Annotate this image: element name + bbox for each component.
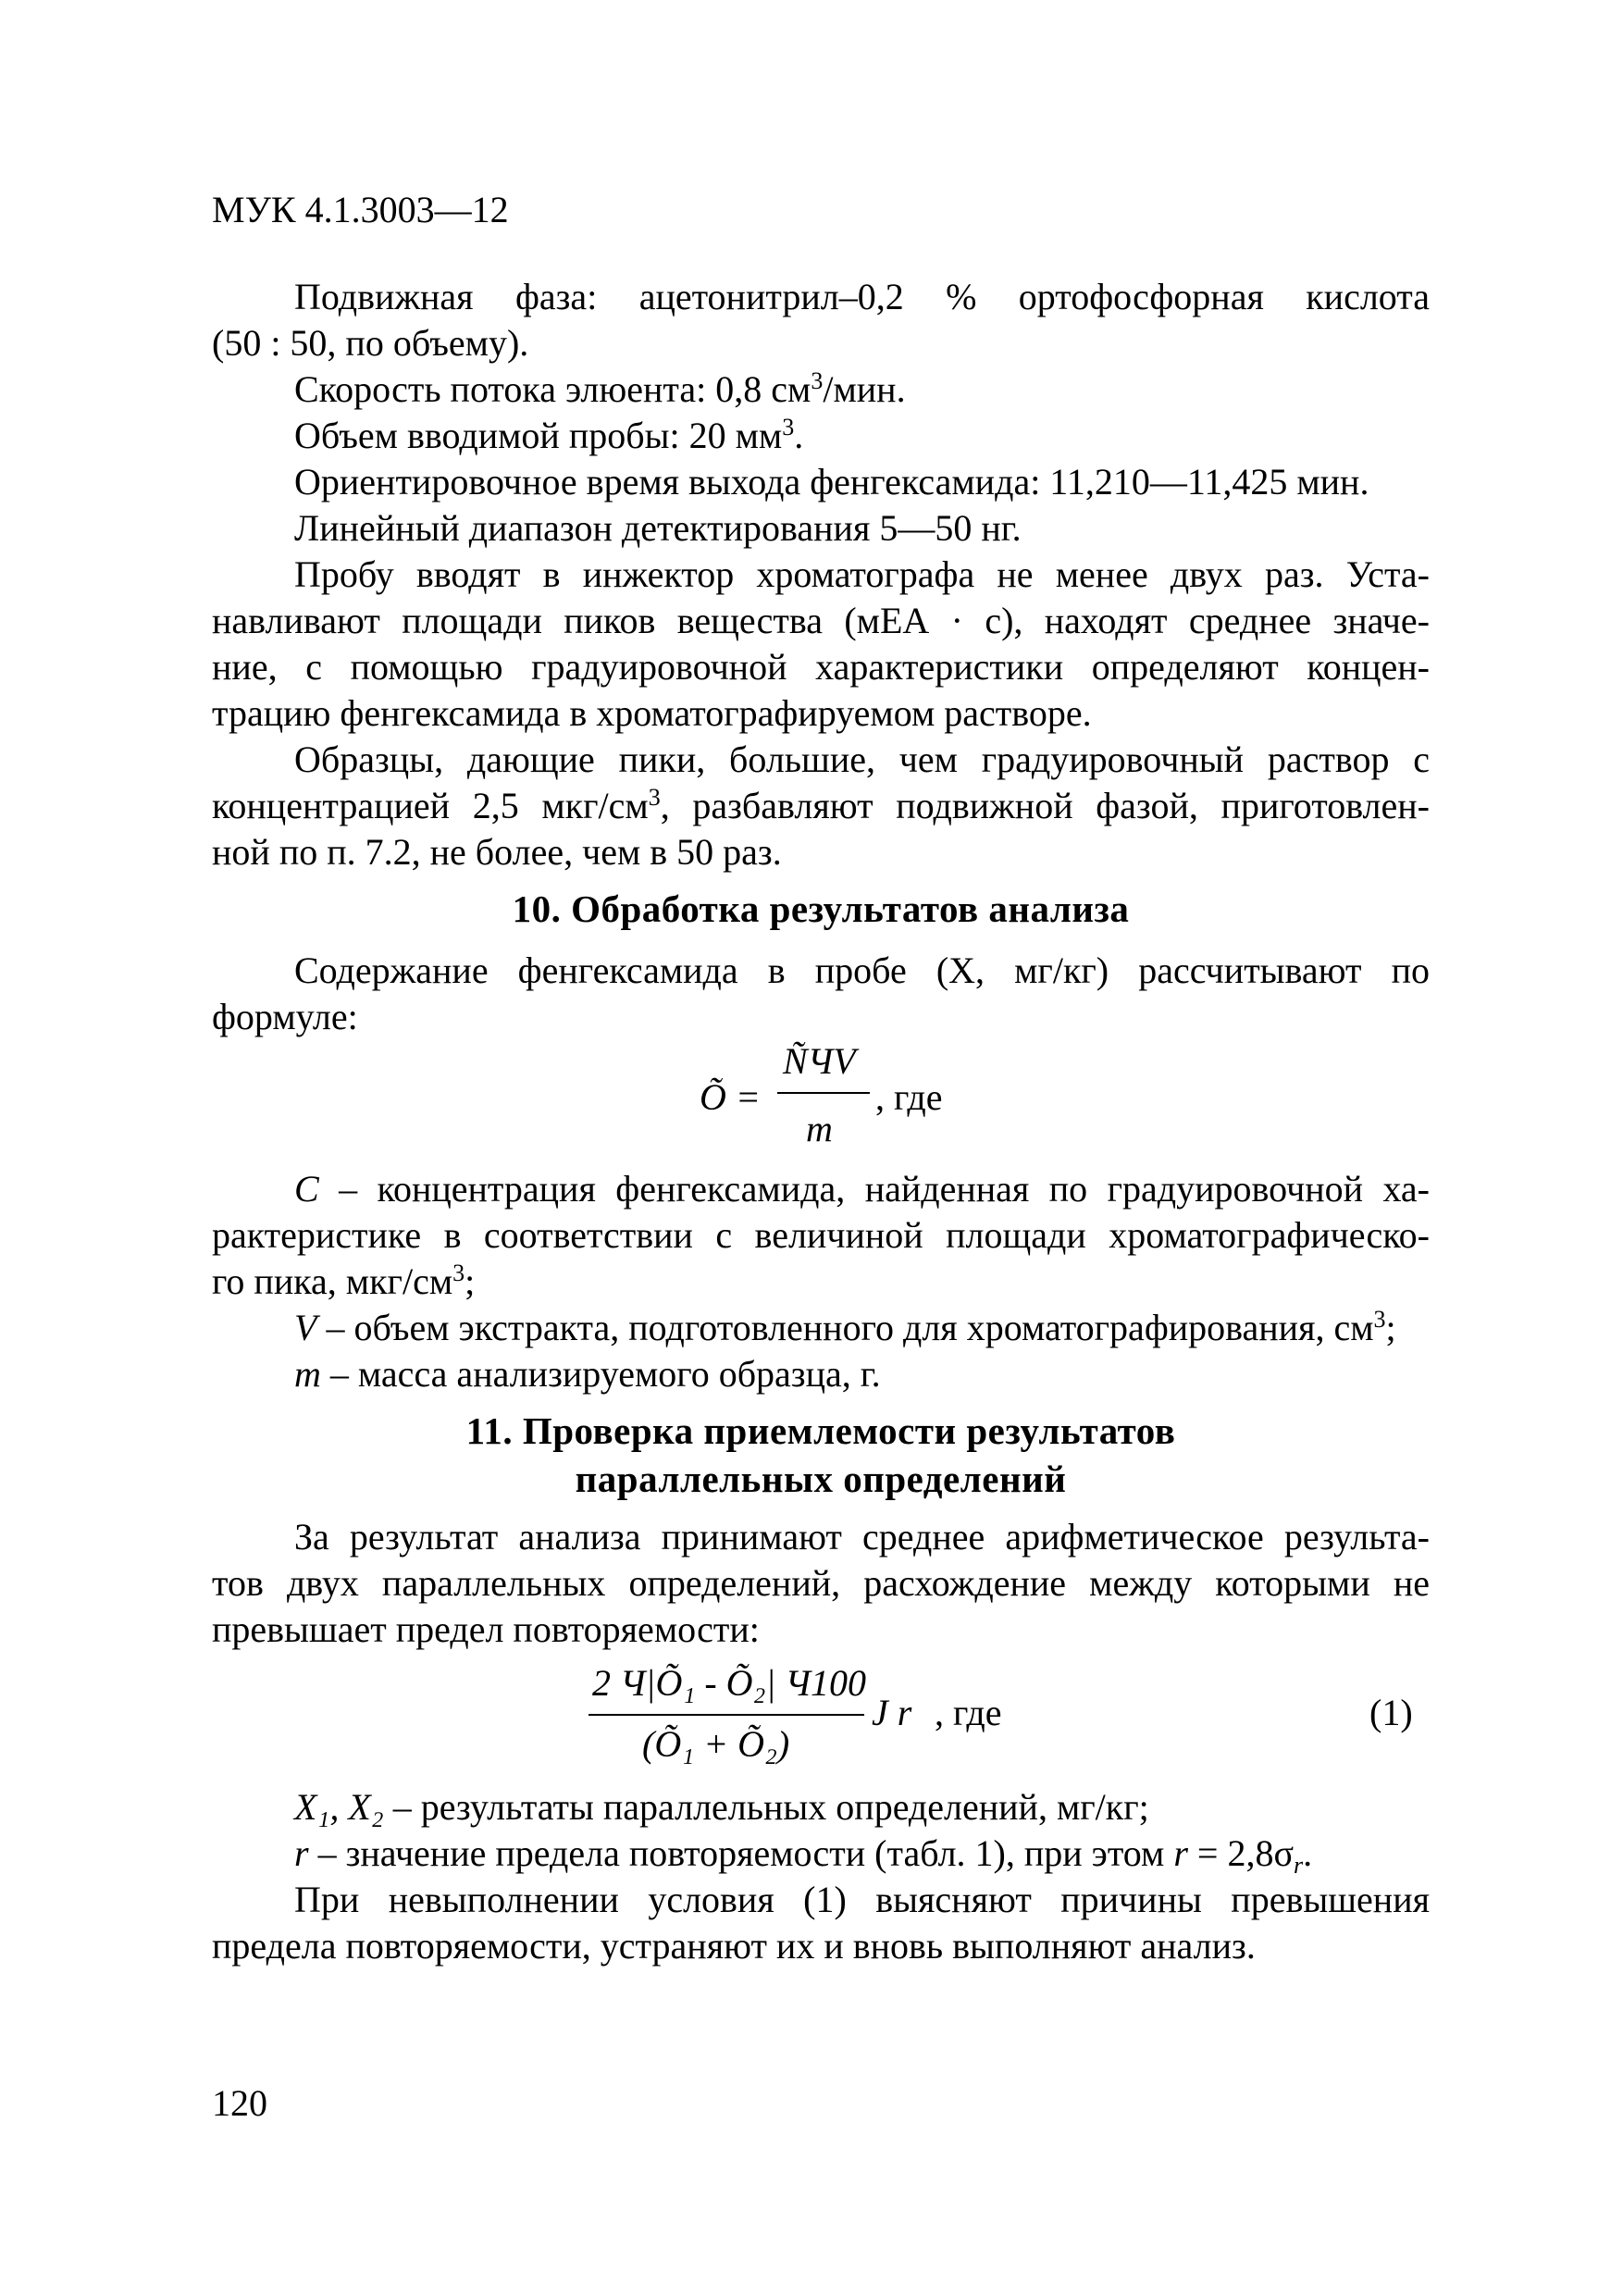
formula-lhs: Õ = <box>700 1076 761 1118</box>
formula-denominator: m <box>806 1108 833 1149</box>
injection-volume-text: Объем вводимой пробы: 20 мм <box>294 415 783 456</box>
section-10-text-line2: формуле: <box>212 996 358 1037</box>
var-r: r <box>294 1832 309 1874</box>
superscript: 3 <box>1373 1306 1386 1333</box>
def-c-line3-text: го пика, мкг/см <box>212 1260 453 1302</box>
section-11-text-line3: превышает предел повторяемости: <box>212 1608 760 1650</box>
flow-rate <box>294 366 1430 413</box>
fraction-bar <box>588 1714 864 1716</box>
para1-line1: Пробу вводят в инжектор хроматографа не менее двух раз. Уста- <box>294 553 1430 595</box>
def-x-text: – результаты параллельных определений, мг/кг; <box>383 1786 1149 1828</box>
formula-suffix: , где <box>875 1076 943 1118</box>
superscript: 3 <box>452 1260 465 1286</box>
final-line2: предела повторяемости, устраняют их и вновь выполняют анализ. <box>212 1925 1256 1967</box>
section-11-title-line1: 11. Проверка приемлемости результатов <box>465 1409 1176 1452</box>
formula-1-suffix: , где <box>935 1692 1002 1733</box>
injection-volume <box>294 413 1430 459</box>
def-c-line3-end: ; <box>465 1260 476 1302</box>
var-m: m <box>294 1353 321 1395</box>
para2-line2-b: , разбавляют подвижной фазой, приготовлен- <box>660 785 1430 826</box>
formula-1-numerator: 2 Ч|Õ₁ - Õ₂| Ч100 <box>592 1662 867 1704</box>
def-v <box>294 1305 1442 1351</box>
section-10-text-line1: Содержание фенгексамида в пробе (X, мг/кг) рассчитывают по <box>294 949 1430 991</box>
def-c-line2: рактеристике в соответствии с величиной площади хроматографическо- <box>212 1214 1430 1256</box>
linear-range: Линейный диапазон детектирования 5—50 нг. <box>294 507 1022 549</box>
para2-line3: ной по п. 7.2, не более, чем в 50 раз. <box>212 831 782 873</box>
subscript-r: r <box>1294 1852 1304 1879</box>
document-code: МУК 4.1.3003—12 <box>212 189 509 230</box>
final-line1: При невыполнении условия (1) выясняют причины превышения <box>294 1879 1430 1920</box>
para1-line4: трацию фенгексамида в хроматографируемом растворе. <box>212 692 1092 734</box>
section-11-text-line1: За результат анализа принимают среднее арифметическое результа- <box>294 1516 1430 1558</box>
para2-line1: Образцы, дающие пики, большие, чем градуировочный раствор с <box>294 738 1430 780</box>
def-r-value: = 2,8σ <box>1187 1832 1295 1874</box>
var-c: C <box>294 1168 319 1210</box>
def-x1-x2 <box>294 1784 1430 1831</box>
def-r-end: . <box>1303 1832 1313 1874</box>
superscript: 3 <box>811 367 824 394</box>
superscript: 3 <box>782 414 795 441</box>
retention-time: Ориентировочное время выхода фенгексамида: 11,210—11,425 мин. <box>294 461 1369 503</box>
def-m-text: – масса анализируемого образца, г. <box>320 1353 881 1395</box>
para2-line2-a: концентрацией 2,5 мкг/см <box>212 785 649 826</box>
def-r-text: – значение предела повторяемости (табл. 1), при этом <box>308 1832 1174 1874</box>
def-c-line3 <box>212 1259 1430 1305</box>
section-11-title-line2: параллельных определений <box>575 1458 1067 1500</box>
injection-volume-end: . <box>794 415 804 456</box>
var-r-eq: r <box>1173 1832 1188 1874</box>
para1-line2: навливают площади пиков вещества (мЕА · с), находят среднее значе- <box>212 600 1430 641</box>
var-x1-x2: X₁, X₂ <box>294 1786 384 1828</box>
mobile-phase-line2: (50 : 50, по объему). <box>212 322 529 364</box>
var-v: V <box>294 1307 317 1348</box>
def-c-text: – концентрация фенгексамида, найденная по градуировочной ха- <box>318 1168 1430 1210</box>
para1-line3: ние, с помощью градуировочной характеристики определяют концен- <box>212 646 1430 688</box>
para2-line2 <box>212 783 1430 829</box>
superscript: 3 <box>648 784 661 811</box>
formula-1-denominator: (Õ₁ + Õ₂) <box>642 1723 790 1765</box>
page-number: 120 <box>212 2082 267 2124</box>
def-v-text: – объем экстракта, подготовленного для хроматографирования, см <box>316 1307 1374 1348</box>
mobile-phase-line1: Подвижная фаза: ацетонитрил–0,2 % ортофосфорная кислота <box>294 276 1430 317</box>
formula-1-relation: J r <box>872 1692 912 1733</box>
formula-1-number: (1) <box>1369 1692 1413 1733</box>
section-10-title: 10. Обработка результатов анализа <box>512 887 1130 930</box>
def-c-line1 <box>294 1166 1430 1212</box>
def-v-end: ; <box>1385 1307 1396 1348</box>
def-m <box>294 1351 1430 1397</box>
def-r <box>294 1831 1442 1877</box>
flow-rate-text: Скорость потока элюента: 0,8 см <box>294 368 812 410</box>
flow-rate-unit: /мин. <box>823 368 906 410</box>
formula-numerator: ÑЧV <box>783 1040 856 1082</box>
section-11-text-line2: тов двух параллельных определений, расхождение между которыми не <box>212 1562 1430 1604</box>
fraction-bar <box>777 1092 870 1094</box>
